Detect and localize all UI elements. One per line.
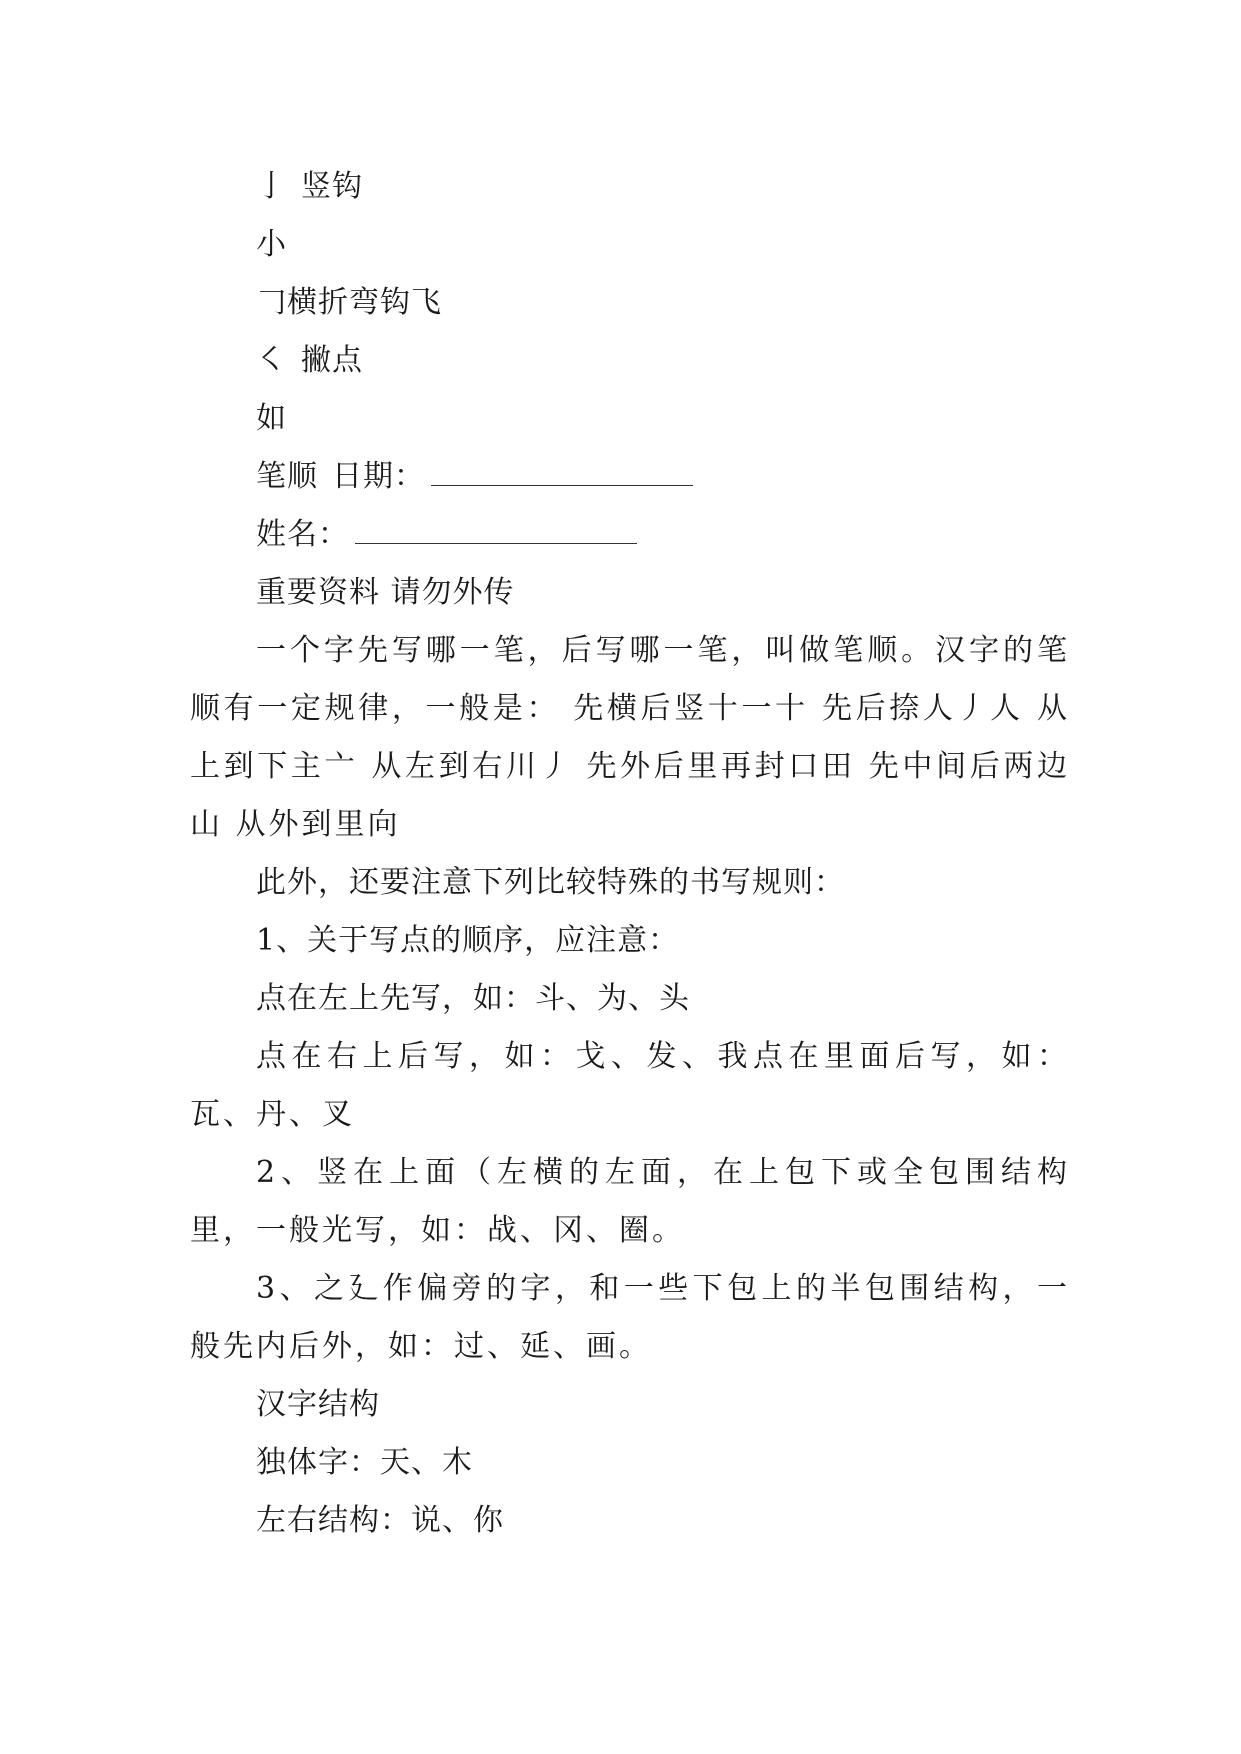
example-char-line xyxy=(190,390,1070,448)
structure-left-right xyxy=(190,1492,1070,1550)
section-label: 笔顺 xyxy=(256,459,318,494)
rule-3-radical: 3、之廴作偏旁的字，和一些下包上的半包围结构，一般先内后外，如：过、延、画。 xyxy=(190,1271,1070,1364)
paragraph-special-rules-intro xyxy=(190,854,1070,912)
name-label: 姓名： xyxy=(256,517,349,552)
date-blank[interactable] xyxy=(431,463,693,486)
stroke-name: 竖钩 xyxy=(301,169,363,204)
paragraph-text: 此外，还要注意下列比较特殊的书写规则： xyxy=(256,865,845,900)
paragraph-text: 点在左上先写，如：斗、为、头 xyxy=(256,981,690,1016)
document-body xyxy=(190,158,1070,1550)
rule-1-top-left-dot xyxy=(190,970,1070,1028)
paragraph-text: 1、关于写点的顺序，应注意： xyxy=(256,923,680,958)
rule-2-vertical: 2、竖在上面（左横的左面，在上包下或全包围结构里，一般光写，如：战、冈、圈。 xyxy=(190,1155,1070,1248)
stroke-line-left-fall-dot xyxy=(190,332,1070,390)
paragraph-stroke-order-rules: 一个字先写哪一笔，后写哪一笔，叫做笔顺。汉字的笔顺有一定规律，一般是： 先横后竖十一十 先后捺人丿人 从上到下主亠 从左到右川丿 先外后里再封口田 先中间后两边山 从外到里向 xyxy=(190,633,1070,842)
date-line xyxy=(190,448,1070,506)
stroke-line-vertical-hook xyxy=(190,158,1070,216)
paragraph-text: 独体字：天、木 xyxy=(256,1445,473,1480)
example-char: 小 xyxy=(256,227,287,262)
section-heading-structure xyxy=(190,1376,1070,1434)
example-char: 如 xyxy=(256,401,287,436)
paragraph-text: 左右结构：说、你 xyxy=(256,1503,504,1538)
rule-1-heading xyxy=(190,912,1070,970)
name-line xyxy=(190,506,1070,564)
section-heading: 汉字结构 xyxy=(256,1387,380,1422)
stroke-text: 𠃌横折弯钩飞 xyxy=(256,285,442,320)
example-char-line xyxy=(190,216,1070,274)
stroke-line-hook-turn xyxy=(190,274,1070,332)
stroke-glyph: ㇛ xyxy=(256,343,287,378)
date-label: 日期： xyxy=(332,459,425,494)
name-blank[interactable] xyxy=(355,521,637,544)
confidential-notice xyxy=(190,564,1070,622)
stroke-name: 撇点 xyxy=(301,343,363,378)
rule-1-top-right-dot: 点在右上后写，如：戈、发、我点在里面后写，如：瓦、丹、叉 xyxy=(190,1039,1070,1132)
structure-single xyxy=(190,1434,1070,1492)
notice-text: 重要资料 请勿外传 xyxy=(256,575,515,610)
stroke-glyph: 亅 xyxy=(256,169,287,204)
